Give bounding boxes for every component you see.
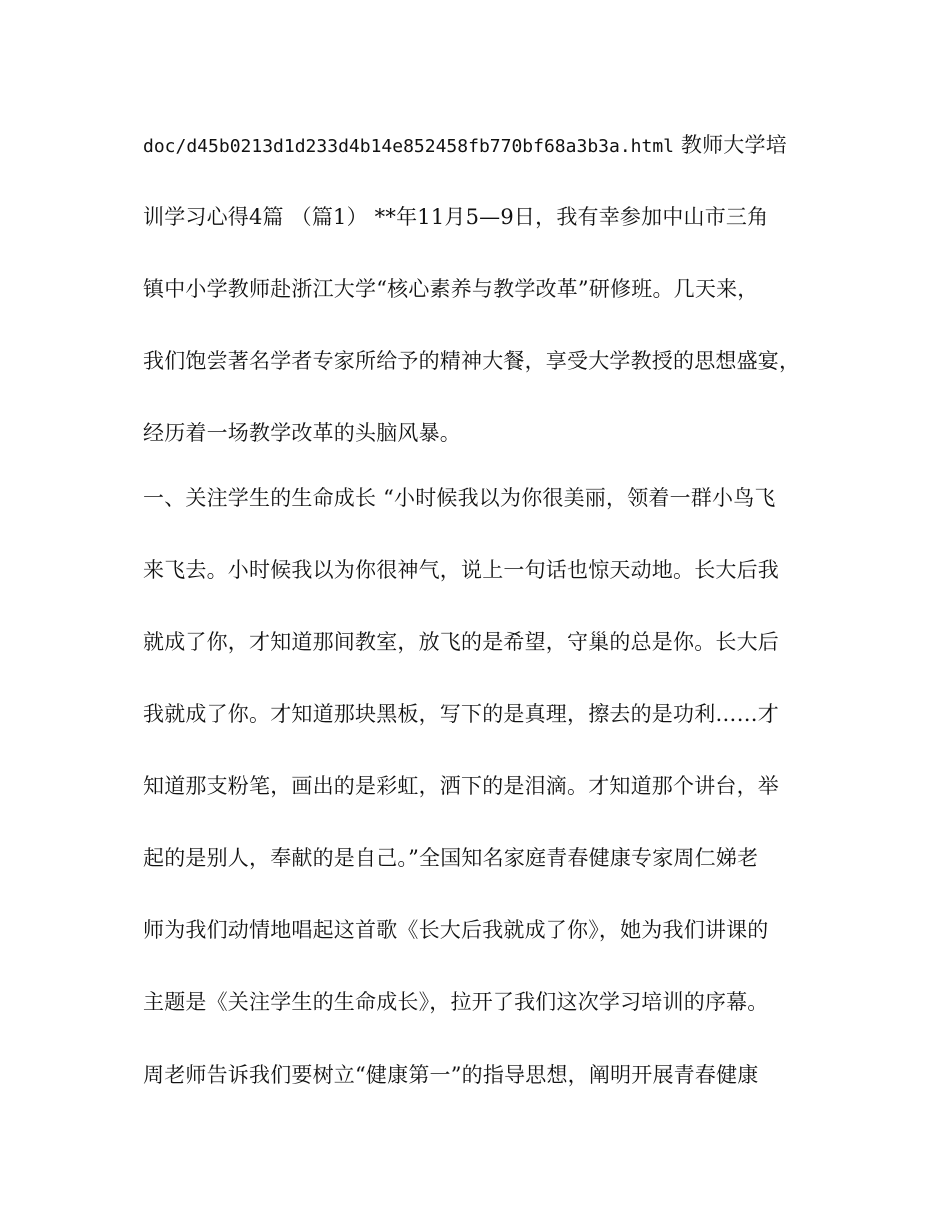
line-text: 教师大学培 xyxy=(674,133,787,157)
text-line: 就成了你，才知道那间教室，放飞的是希望，守巢的总是你。长大后 xyxy=(143,630,779,654)
text-line: 知道那支粉笔，画出的是彩虹，洒下的是泪滴。才知道那个讲台，举 xyxy=(143,774,779,798)
text-line: 周老师告诉我们要树立“健康第一”的指导思想，阐明开展青春健康 xyxy=(143,1063,759,1087)
text-line xyxy=(143,131,823,161)
document-url: doc/d45b0213d1d233d4b14e852458fb770bf68a3b3a.html xyxy=(143,136,675,157)
text-line: 来飞去。小时候我以为你很神气，说上一句话也惊天动地。长大后我 xyxy=(143,558,779,582)
text-line: 镇中小学教师赴浙江大学“核心素养与教学改革”研修班。几天来， xyxy=(143,277,759,301)
text-line: 师为我们动情地唱起这首歌《长大后我就成了你》，她为我们讲课的 xyxy=(143,918,769,942)
text-line: 我们饱尝著名学者专家所给予的精神大餐，享受大学教授的思想盛宴， xyxy=(143,349,801,373)
section-heading-line: 一、关注学生的生命成长 “小时候我以为你很美丽，领着一群小鸟飞 xyxy=(143,486,776,510)
text-line: 主题是《关注学生的生命成长》，拉开了我们这次学习培训的序幕。 xyxy=(143,990,769,1014)
text-line: 训学习心得4篇 （篇1） **年11月5—9日，我有幸参加中山市三角 xyxy=(143,205,769,229)
text-line: 我就成了你。才知道那块黑板，写下的是真理，擦去的是功利……才 xyxy=(143,702,779,726)
text-line: 起的是别人，奉献的是自己。”全国知名家庭青春健康专家周仁娣老 xyxy=(143,846,759,870)
text-line: 经历着一场教学改革的头脑风暴。 xyxy=(143,421,461,445)
